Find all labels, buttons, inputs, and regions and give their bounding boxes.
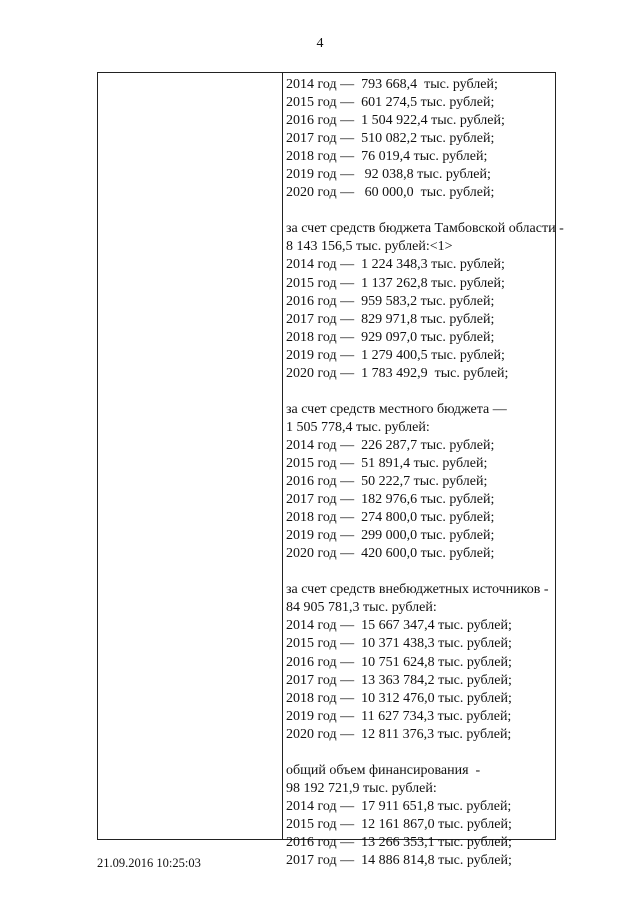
text-line: 2016 год — 959 583,2 тыс. рублей; (286, 293, 495, 309)
text-line: 2017 год — 829 971,8 тыс. рублей; (286, 311, 495, 327)
text-line: 2020 год — 12 811 376,3 тыс. рублей; (286, 726, 512, 742)
text-line: 2016 год — 1 504 922,4 тыс. рублей; (286, 113, 505, 129)
text-line: 2019 год — 1 279 400,5 тыс. рублей; (286, 347, 505, 363)
text-line: 2017 год — 182 976,6 тыс. рублей; (286, 492, 495, 508)
blank-line (286, 744, 551, 762)
text-line: 2014 год — 1 224 348,3 тыс. рублей; (286, 257, 505, 273)
text-line: 2015 год — 10 371 438,3 тыс. рублей; (286, 636, 512, 652)
text-line: 2018 год — 76 019,4 тыс. рублей; (286, 149, 488, 165)
text-line: 2018 год — 274 800,0 тыс. рублей; (286, 510, 495, 526)
text-line: 2015 год — 51 891,4 тыс. рублей; (286, 455, 488, 471)
text-line: 8 143 156,5 тыс. рублей:<1> (286, 239, 453, 255)
text-line: 2018 год — 10 312 476,0 тыс. рублей; (286, 690, 512, 706)
text-line: 2017 год — 13 363 784,2 тыс. рублей; (286, 672, 512, 688)
text-line: 2014 год — 793 668,4 тыс. рублей; (286, 77, 498, 92)
text-line: 2019 год — 299 000,0 тыс. рублей; (286, 528, 495, 544)
text-line: 98 192 721,9 тыс. рублей: (286, 780, 437, 796)
text-line: за счет средств внебюджетных источников - (286, 582, 549, 598)
text-line: 2016 год — 50 222,7 тыс. рублей; (286, 474, 488, 490)
text-line: 84 905 781,3 тыс. рублей: (286, 600, 437, 616)
footer-timestamp: 21.09.2016 10:25:03 (97, 856, 201, 870)
text-line: 2015 год — 12 161 867,0 тыс. рублей; (286, 816, 512, 832)
text-line: 2020 год — 420 600,0 тыс. рублей; (286, 546, 495, 562)
text-line: 2014 год — 226 287,7 тыс. рублей; (286, 437, 495, 453)
text-line: 2019 год — 11 627 734,3 тыс. рублей; (286, 708, 512, 724)
text-line: 2019 год — 92 038,8 тыс. рублей; (286, 167, 491, 183)
page-number: 4 (316, 36, 324, 51)
text-line: общий объем финансирования - (286, 762, 481, 778)
text-line: за счет средств местного бюджета — (286, 401, 507, 417)
blank-line (286, 202, 551, 220)
column-divider (282, 73, 283, 839)
text-line: 2017 год — 14 886 814,8 тыс. рублей; (286, 853, 512, 869)
blank-line (286, 383, 551, 401)
text-line: за счет средств бюджета Тамбовской области - (286, 221, 564, 237)
text-line: 2015 год — 601 274,5 тыс. рублей; (286, 95, 495, 111)
text-line: 2015 год — 1 137 262,8 тыс. рублей; (286, 275, 505, 291)
text-line: 2014 год — 17 911 651,8 тыс. рублей; (286, 798, 512, 814)
blank-line (286, 563, 551, 581)
text-line: 2020 год — 60 000,0 тыс. рублей; (286, 185, 495, 201)
text-line: 2016 год — 13 266 353,1 тыс. рублей; (286, 834, 512, 850)
text-line: 2014 год — 15 667 347,4 тыс. рублей; (286, 618, 512, 634)
text-line: 2020 год — 1 783 492,9 тыс. рублей; (286, 365, 509, 381)
text-line: 2018 год — 929 097,0 тыс. рублей; (286, 329, 495, 345)
financing-text-cell (286, 76, 564, 869)
text-line: 2017 год — 510 082,2 тыс. рублей; (286, 131, 495, 147)
text-line: 2016 год — 10 751 624,8 тыс. рублей; (286, 654, 512, 670)
text-line: 1 505 778,4 тыс. рублей: (286, 419, 430, 435)
